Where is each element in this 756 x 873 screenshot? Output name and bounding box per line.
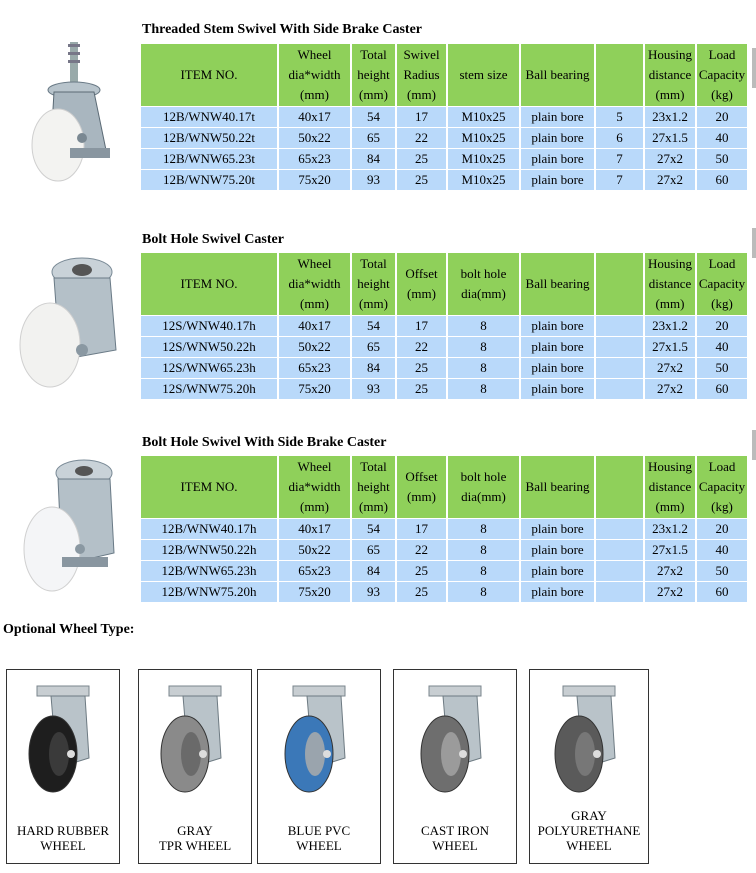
optional-wheel-title: Optional Wheel Type: [3, 622, 135, 637]
header-cell: Housing distance (mm) [645, 456, 695, 518]
cell: 65 [352, 540, 395, 560]
cell: 93 [352, 170, 395, 190]
cell: 27x2 [645, 358, 695, 378]
header-cell: bolt hole dia(mm) [448, 456, 519, 518]
cell: 12B/WNW75.20h [141, 582, 277, 602]
wheel-type-line1: GRAY POLYURETHANE [537, 808, 641, 838]
wheel-type-label [139, 823, 251, 853]
table-row [141, 519, 747, 539]
cell: 40 [697, 540, 747, 560]
cell: 25 [397, 170, 446, 190]
cell: 93 [352, 379, 395, 399]
table-header [141, 456, 747, 518]
header-cell: Housing distance (mm) [645, 44, 695, 106]
table-row [141, 358, 747, 378]
wheel-type-line1: CAST IRON [420, 823, 490, 838]
header-cell: ITEM NO. [141, 456, 277, 518]
wheel-type-line2: WHEEL [296, 838, 342, 853]
cell: 12S/WNW40.17h [141, 316, 277, 336]
cell: plain bore [521, 582, 594, 602]
caster-wheel-image [17, 678, 109, 798]
table-row [141, 149, 747, 169]
cell [596, 379, 643, 399]
wheel-card [257, 669, 381, 864]
wheel-type-line2: WHEEL [40, 838, 86, 853]
wheel-type-line1: BLUE PVC [287, 823, 351, 838]
wheel-card [6, 669, 120, 864]
cell: 8 [448, 379, 519, 399]
cell: M10x25 [448, 128, 519, 148]
cell: 27x1.5 [645, 337, 695, 357]
header-cell: Wheel dia*width (mm) [279, 44, 350, 106]
cell: M10x25 [448, 170, 519, 190]
wheel-type-line1: GRAY [177, 823, 213, 838]
cell: 17 [397, 107, 446, 127]
cell: 22 [397, 337, 446, 357]
cell: 40 [697, 337, 747, 357]
cell [596, 561, 643, 581]
cell: 27x2 [645, 379, 695, 399]
cell: 50 [697, 358, 747, 378]
cell: 75x20 [279, 379, 350, 399]
header-cell: Total height (mm) [352, 253, 395, 315]
spec-table [139, 252, 749, 400]
cell: 40x17 [279, 519, 350, 539]
cell: 54 [352, 519, 395, 539]
cell: 23x1.2 [645, 107, 695, 127]
cell: 12B/WNW75.20t [141, 170, 277, 190]
cell: 25 [397, 149, 446, 169]
cell: plain bore [521, 149, 594, 169]
table-row [141, 337, 747, 357]
cell: 17 [397, 316, 446, 336]
header-cell: ITEM NO. [141, 44, 277, 106]
caster-wheel-image [540, 678, 638, 798]
table-header [141, 44, 747, 106]
cell: 84 [352, 561, 395, 581]
cell [596, 540, 643, 560]
right-edge-strip [752, 48, 756, 88]
header-cell: Ball bearing [521, 456, 594, 518]
cell: M10x25 [448, 149, 519, 169]
cell: 60 [697, 170, 747, 190]
cell [596, 358, 643, 378]
header-cell: Swivel Radius (mm) [397, 44, 446, 106]
section-title: Threaded Stem Swivel With Side Brake Caster [142, 22, 423, 37]
cell: 50 [697, 561, 747, 581]
cell: 8 [448, 561, 519, 581]
wheel-card [138, 669, 252, 864]
cell: 50 [697, 149, 747, 169]
cell: 65 [352, 337, 395, 357]
header-cell: bolt hole dia(mm) [448, 253, 519, 315]
cell: 50x22 [279, 540, 350, 560]
cell: 54 [352, 316, 395, 336]
header-cell: Total height (mm) [352, 456, 395, 518]
header-cell [596, 456, 643, 518]
cell: 12S/WNW75.20h [141, 379, 277, 399]
wheel-card [529, 669, 649, 864]
cell: 27x2 [645, 149, 695, 169]
bolt-hole-caster-photo [10, 250, 122, 400]
cell: 65x23 [279, 149, 350, 169]
wheel-type-label [394, 823, 516, 853]
cell: 12S/WNW50.22h [141, 337, 277, 357]
header-cell: Wheel dia*width (mm) [279, 456, 350, 518]
table-row [141, 540, 747, 560]
spec-table [139, 43, 749, 191]
cell: M10x25 [448, 107, 519, 127]
header-cell [596, 44, 643, 106]
cell: 5 [596, 107, 643, 127]
header-cell: Housing distance (mm) [645, 253, 695, 315]
cell: 8 [448, 337, 519, 357]
table-header [141, 253, 747, 315]
cell: 65 [352, 128, 395, 148]
wheel-type-label [258, 823, 380, 853]
cell: 22 [397, 540, 446, 560]
header-cell: Load Capacity (kg) [697, 253, 747, 315]
header-cell: Load Capacity (kg) [697, 456, 747, 518]
wheel-type-line2: WHEEL [566, 838, 612, 853]
wheel-type-label [7, 823, 119, 853]
cell [596, 519, 643, 539]
cell: plain bore [521, 107, 594, 127]
cell: 27x1.5 [645, 540, 695, 560]
section-title: Bolt Hole Swivel With Side Brake Caster [142, 435, 387, 450]
bolt-hole-brake-caster-photo [10, 453, 122, 603]
wheel-type-line2: TPR WHEEL [158, 838, 232, 853]
header-cell: Ball bearing [521, 44, 594, 106]
cell: 20 [697, 107, 747, 127]
section-title: Bolt Hole Swivel Caster [142, 232, 284, 247]
cell: 50x22 [279, 337, 350, 357]
cell: 40x17 [279, 316, 350, 336]
cell: plain bore [521, 358, 594, 378]
cell: 12B/WNW40.17h [141, 519, 277, 539]
cell: plain bore [521, 379, 594, 399]
cell [596, 316, 643, 336]
cell: 60 [697, 379, 747, 399]
header-cell: Wheel dia*width (mm) [279, 253, 350, 315]
cell: 7 [596, 149, 643, 169]
right-edge-strip [752, 228, 756, 258]
cell: plain bore [521, 561, 594, 581]
cell: 12B/WNW50.22t [141, 128, 277, 148]
cell: 25 [397, 379, 446, 399]
cell: 7 [596, 170, 643, 190]
cell: 40x17 [279, 107, 350, 127]
cell: 40 [697, 128, 747, 148]
table-row [141, 316, 747, 336]
cell: 84 [352, 358, 395, 378]
header-cell: Offset (mm) [397, 456, 446, 518]
table-row [141, 170, 747, 190]
cell: 8 [448, 582, 519, 602]
cell: 27x2 [645, 170, 695, 190]
cell: 27x2 [645, 582, 695, 602]
cell: 23x1.2 [645, 316, 695, 336]
cell: 8 [448, 316, 519, 336]
cell: 6 [596, 128, 643, 148]
cell: 20 [697, 316, 747, 336]
cell: 54 [352, 107, 395, 127]
header-cell: ITEM NO. [141, 253, 277, 315]
cell: 12B/WNW65.23t [141, 149, 277, 169]
table-row [141, 107, 747, 127]
table-row [141, 582, 747, 602]
cell: 12B/WNW65.23h [141, 561, 277, 581]
spec-table [139, 455, 749, 603]
header-cell: stem size [448, 44, 519, 106]
cell: 25 [397, 582, 446, 602]
cell: 60 [697, 582, 747, 602]
wheel-type-line1: HARD RUBBER [16, 823, 110, 838]
cell: 93 [352, 582, 395, 602]
cell: 65x23 [279, 561, 350, 581]
right-edge-strip [752, 430, 756, 460]
cell: 75x20 [279, 582, 350, 602]
cell: 17 [397, 519, 446, 539]
cell: plain bore [521, 337, 594, 357]
cell: 25 [397, 561, 446, 581]
cell: 84 [352, 149, 395, 169]
cell: 75x20 [279, 170, 350, 190]
cell: 8 [448, 358, 519, 378]
caster-wheel-image [404, 678, 506, 798]
table-row [141, 128, 747, 148]
cell: 25 [397, 358, 446, 378]
caster-wheel-image [268, 678, 370, 798]
cell: plain bore [521, 128, 594, 148]
wheel-type-label [530, 808, 648, 853]
cell: 8 [448, 540, 519, 560]
cell: 50x22 [279, 128, 350, 148]
cell [596, 582, 643, 602]
cell: plain bore [521, 316, 594, 336]
threaded-stem-caster-photo [10, 40, 122, 190]
caster-wheel-image [149, 678, 241, 798]
cell: plain bore [521, 170, 594, 190]
cell [596, 337, 643, 357]
cell: plain bore [521, 519, 594, 539]
cell: 27x1.5 [645, 128, 695, 148]
header-cell: Ball bearing [521, 253, 594, 315]
wheel-type-line2: WHEEL [432, 838, 478, 853]
header-cell: Offset (mm) [397, 253, 446, 315]
header-cell: Load Capacity (kg) [697, 44, 747, 106]
cell: 23x1.2 [645, 519, 695, 539]
cell: 65x23 [279, 358, 350, 378]
cell: 8 [448, 519, 519, 539]
table-row [141, 561, 747, 581]
header-cell [596, 253, 643, 315]
cell: 22 [397, 128, 446, 148]
cell: 27x2 [645, 561, 695, 581]
cell: 12B/WNW50.22h [141, 540, 277, 560]
cell: 20 [697, 519, 747, 539]
cell: plain bore [521, 540, 594, 560]
wheel-card [393, 669, 517, 864]
table-row [141, 379, 747, 399]
cell: 12S/WNW65.23h [141, 358, 277, 378]
header-cell: Total height (mm) [352, 44, 395, 106]
cell: 12B/WNW40.17t [141, 107, 277, 127]
